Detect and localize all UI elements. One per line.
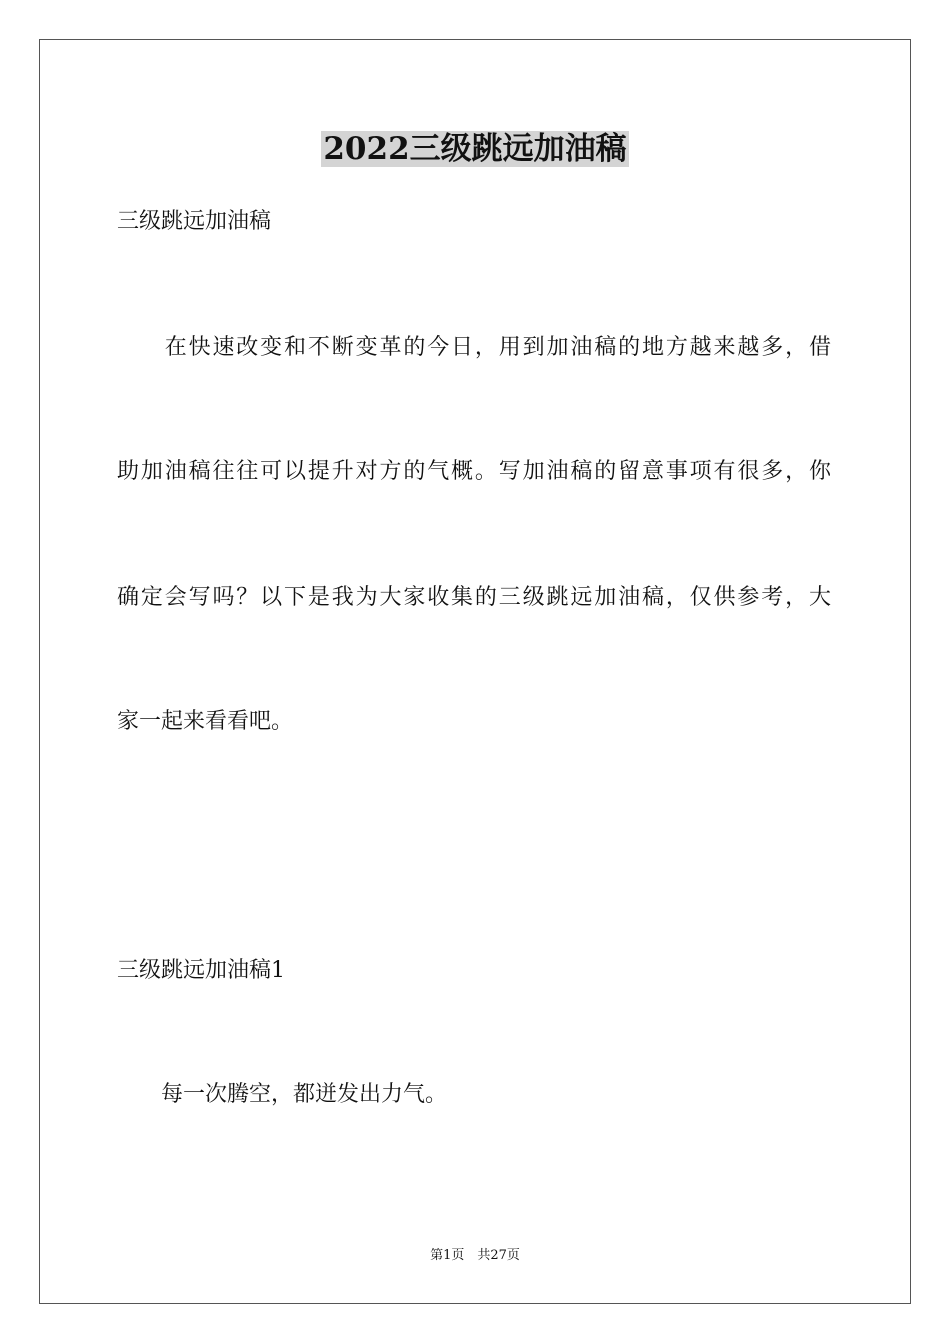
paragraph-line: 助加油稿往往可以提升对方的气概。写加油稿的留意事项有很多，你: [117, 459, 831, 484]
paragraph-line: 每一次腾空，都迸发出力气。: [117, 1082, 448, 1107]
section-heading: 三级跳远加油稿1: [117, 958, 285, 983]
document-title-text: 2022三级跳远加油稿: [323, 131, 627, 167]
paragraph-line: 确定会写吗？以下是我为大家收集的三级跳远加油稿，仅供参考，大: [117, 585, 831, 610]
paragraph-line: 在快速改变和不断变革的今日，用到加油稿的地方越来越多，借: [117, 335, 831, 360]
page-footer: 第1页 共27页: [430, 1248, 520, 1263]
document-heading: 三级跳远加油稿: [117, 209, 272, 234]
paragraph-line: 家一起来看看吧。: [117, 709, 294, 734]
document-title: [0, 128, 950, 170]
